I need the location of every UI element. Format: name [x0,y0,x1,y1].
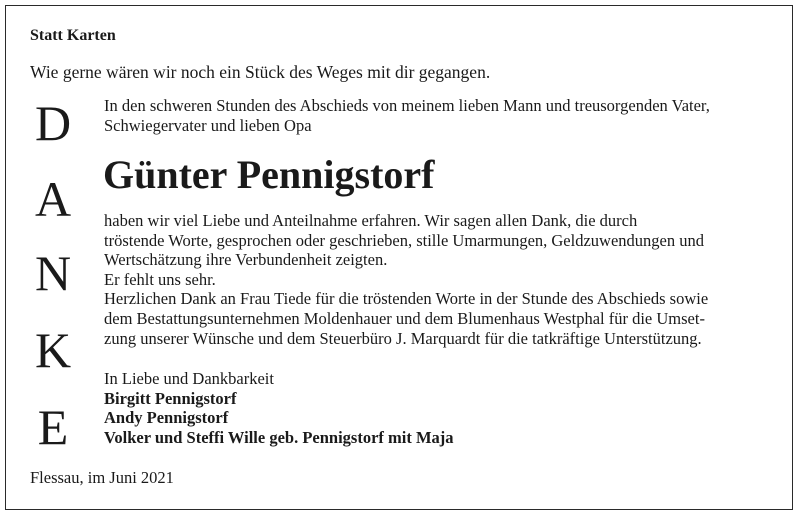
intro-line: Schwiegervater und lieben Opa [104,115,312,135]
deceased-name: Günter Pennigstorf [103,152,435,197]
intro-line: In den schweren Stunden des Abschieds von meinem lieben Mann und treusorgenden Vater, [104,96,710,115]
notice-header: Statt Karten [30,27,116,44]
body-line: Herzlichen Dank an Frau Tiede für die tröstenden Worte in der Stunde des Abschieds sowie [104,289,709,309]
body-line: Wertschätzung ihre Verbundenheit zeigten. [104,250,388,270]
opening-quote: Wie gerne wären wir noch ein Stück des Weges mit dir gegangen. [30,62,491,82]
body-line: haben wir viel Liebe und Anteilnahme erfahren. Wir sagen allen Dank, die durch [104,211,638,230]
place-date: Flessau, im Juni 2021 [30,468,174,487]
danke-letter-a: A [34,171,72,227]
danke-letter-d: D [34,95,72,151]
signatory-name: Volker und Steffi Wille geb. Pennigstorf mit Maja [104,427,454,447]
body-line: zung unserer Wünsche und dem Steuerbüro J. Marquardt für die tatkräftige Unterstützung. [104,328,702,348]
body-line: tröstende Worte, gesprochen oder geschrieben, stille Umarmungen, Geldzuwendungen und [104,230,704,250]
danke-letter-k: K [34,322,72,378]
body-line: Er fehlt uns sehr. [104,269,216,289]
danke-letter-n: N [34,245,72,301]
closing-line: In Liebe und Dankbarkeit [104,369,274,388]
signatory-name: Andy Pennigstorf [104,408,229,428]
danke-letter-e: E [37,399,69,455]
signatory-name: Birgitt Pennigstorf [104,388,237,408]
body-line: dem Bestattungsunternehmen Moldenhauer und dem Blumenhaus Westphal für die Umset- [104,309,705,328]
